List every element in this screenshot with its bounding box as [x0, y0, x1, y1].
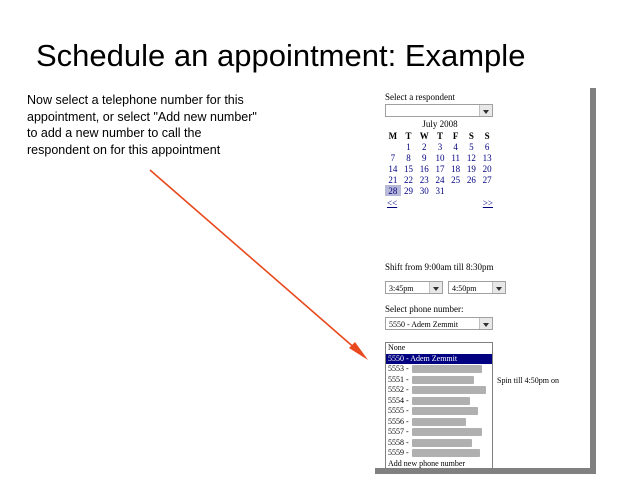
- redaction-bar: [412, 376, 474, 384]
- list-item[interactable]: [386, 406, 492, 417]
- list-item-label: 5553 -: [388, 364, 409, 373]
- list-item[interactable]: [386, 438, 492, 449]
- calendar-day-today[interactable]: 28: [385, 185, 401, 196]
- calendar-table: [385, 130, 495, 196]
- calendar-day[interactable]: 6: [484, 141, 490, 152]
- calendar-week-row: [385, 152, 495, 163]
- calendar-day[interactable]: 1: [406, 141, 411, 152]
- calendar-day[interactable]: 29: [404, 185, 414, 196]
- redaction-bar: [412, 386, 486, 394]
- calendar-day[interactable]: 23: [419, 174, 429, 185]
- calendar-day[interactable]: 13: [482, 152, 492, 163]
- calendar-day[interactable]: 17: [435, 163, 445, 174]
- calendar-day[interactable]: 20: [482, 163, 492, 174]
- chevron-down-icon: [492, 282, 505, 293]
- list-item-label: 5558 -: [388, 437, 409, 447]
- time-to-value: 4:50pm: [452, 284, 477, 293]
- redaction-bar: [412, 449, 480, 457]
- calendar-day[interactable]: 5: [469, 141, 474, 152]
- calendar-nav: [385, 198, 495, 210]
- redaction-bar: [412, 428, 482, 436]
- callout-text: Now select a telephone number for this appointment, or select "Add new number" to add a new number to call the respondent on for this appointment: [27, 93, 257, 157]
- calendar-day[interactable]: 10: [435, 152, 445, 163]
- respondent-label: Select a respondent: [385, 92, 455, 102]
- redaction-bar: [412, 397, 470, 405]
- calendar-day[interactable]: 12: [466, 152, 476, 163]
- calendar-day[interactable]: 18: [451, 163, 461, 174]
- list-item[interactable]: [386, 364, 492, 375]
- list-item[interactable]: [386, 417, 492, 428]
- list-item-add-number[interactable]: [386, 459, 492, 470]
- phone-number-value: 5550 - Adem Zemmit: [389, 320, 459, 329]
- calendar-day[interactable]: 3: [437, 141, 443, 152]
- calendar-weekday: W: [419, 130, 429, 141]
- calendar-month-title: July 2008: [422, 119, 458, 129]
- chevron-down-icon: [479, 318, 492, 329]
- calendar-day[interactable]: 21: [388, 174, 398, 185]
- page-title: Schedule an appointment: Example: [36, 38, 526, 73]
- list-item-label: 5557 -: [388, 427, 409, 436]
- spill-note: Spin till 4:50pm on: [497, 376, 560, 385]
- calendar-day[interactable]: 8: [406, 152, 411, 163]
- list-item[interactable]: [386, 396, 492, 407]
- calendar-day[interactable]: 16: [419, 163, 429, 174]
- chevron-down-icon: [479, 105, 492, 116]
- chevron-down-icon: [429, 282, 442, 293]
- calendar-day[interactable]: 9: [422, 152, 427, 163]
- list-item-label: 5552 -: [388, 385, 409, 394]
- calendar-day[interactable]: 14: [388, 163, 398, 174]
- calendar-day[interactable]: 7: [390, 152, 396, 163]
- calendar-day[interactable]: 24: [435, 174, 445, 185]
- list-item-label: None: [388, 343, 406, 352]
- calendar-weekday: F: [452, 130, 459, 141]
- list-item-selected[interactable]: [386, 354, 492, 365]
- phone-label: Select phone number:: [385, 304, 464, 314]
- list-item[interactable]: [386, 448, 492, 459]
- calendar-weekday: S: [468, 130, 474, 141]
- list-item-label: 5550 - Adem Zemmit: [388, 353, 458, 363]
- calendar-header-row: [385, 130, 495, 141]
- calendar-weekday: T: [436, 130, 443, 141]
- redaction-bar: [412, 365, 482, 373]
- calendar-weekday: T: [405, 130, 412, 141]
- calendar-weekday: M: [388, 130, 398, 141]
- calendar: [385, 119, 495, 210]
- list-item-label: 5555 -: [388, 406, 409, 415]
- calendar-day[interactable]: 15: [404, 163, 414, 174]
- calendar-day[interactable]: 27: [482, 174, 492, 185]
- redaction-bar: [412, 439, 472, 447]
- calendar-day[interactable]: [385, 141, 401, 152]
- calendar-day[interactable]: 30: [419, 185, 429, 196]
- calendar-day[interactable]: [448, 185, 464, 196]
- calendar-day[interactable]: 31: [435, 185, 445, 196]
- calendar-day[interactable]: 19: [466, 163, 476, 174]
- list-item-label: 5559 -: [388, 448, 409, 457]
- calendar-prev-link[interactable]: <<: [387, 198, 398, 208]
- phone-number-dropdown-list[interactable]: [385, 342, 493, 470]
- respondent-select[interactable]: [385, 104, 493, 117]
- calendar-day[interactable]: 26: [466, 174, 476, 185]
- calendar-day[interactable]: [479, 185, 495, 196]
- list-item-label: 5551 -: [388, 374, 409, 384]
- calendar-day[interactable]: 4: [453, 141, 458, 152]
- calendar-day[interactable]: [464, 185, 480, 196]
- calendar-week-row: [385, 185, 495, 196]
- list-item[interactable]: [386, 427, 492, 438]
- calendar-weekday: S: [484, 130, 490, 141]
- list-item-label: 5556 -: [388, 416, 409, 426]
- app-screenshot: [375, 88, 596, 474]
- calendar-week-row: [385, 141, 495, 152]
- redaction-bar: [412, 418, 466, 426]
- calendar-next-link[interactable]: >>: [482, 198, 493, 208]
- time-from-select[interactable]: [385, 281, 443, 294]
- shift-text: Shift from 9:00am till 8:30pm: [385, 262, 494, 272]
- time-to-select[interactable]: [448, 281, 506, 294]
- list-item-label: 5554 -: [388, 395, 409, 405]
- calendar-week-row: [385, 163, 495, 174]
- calendar-day[interactable]: 25: [451, 174, 461, 185]
- calendar-week-row: [385, 174, 495, 185]
- list-item[interactable]: [386, 385, 492, 396]
- phone-number-select[interactable]: [385, 317, 493, 330]
- list-item[interactable]: [386, 375, 492, 386]
- calendar-day[interactable]: 22: [404, 174, 414, 185]
- time-from-value: 3:45pm: [389, 284, 414, 293]
- calendar-day[interactable]: 2: [422, 141, 427, 152]
- list-item[interactable]: [386, 343, 492, 354]
- list-item-label: Add new phone number: [388, 458, 466, 468]
- redaction-bar: [412, 407, 478, 415]
- calendar-day[interactable]: 11: [451, 152, 460, 163]
